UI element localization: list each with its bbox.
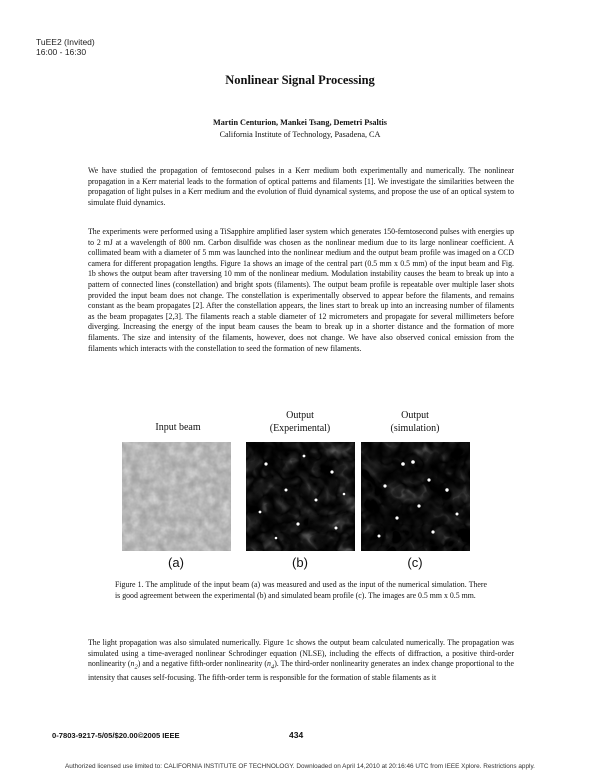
paragraph-1: We have studied the propagation of femtosecond pulses in a Kerr medium both experimentally and numerically. The nonlinear propagation in a Kerr material leads to the formation of optical patterns and filaments [1]. We investigate the similarities between the propagation of light pulses in a Kerr medium and the evolution of fluid dynamical systems, and propose the use of an optical system to simulate fluid dynamics. <box>88 166 514 207</box>
figure-label-c <box>360 410 470 435</box>
panel-letter-a: (a) <box>168 555 184 570</box>
figure-image-output-simulation <box>361 442 470 551</box>
panel-letter-c: (c) <box>407 555 423 570</box>
paragraph-3 <box>88 638 514 684</box>
paragraph-3-part-a: The light propagation was also simulated numerically. Figure 1c shows the output beam calculated numerically. The propagation was simulated using a time-averaged nonlinear Schrodinger equation (NLSE), including the effects of diffraction, a positive third-order nonlinearity ( <box>88 638 514 669</box>
paragraph-2: The experiments were performed using a TiSapphire amplified laser system which generates 150-femtosecond pulses with energies up to 2 mJ at a wavelength of 800 nm. Carbon disulfide was chosen as the nonlinear medium due to its large nonlinear coefficient. A collimated beam with a diameter of 5 mm was launched into the nonlinear medium and the output beam profile was imaged on a CCD camera for different propagation lengths. Figure 1a shows an image of the central part (0.5 mm x 0.5 mm) of the input beam and Fig. 1b shows the output beam after traversing 10 mm of the nonlinear medium. Modulation instability causes the beam to break up into a pattern of connected lines (constellation) and bright spots (filaments). The output beam profile is repeatable over multiple laser shots provided the input beam does not change. The constellation is experimentally observed to appear before the filaments, and remains constant as the beam propagates [2]. After the constellation appears, the lines start to break up into an increasing number of filaments as the beam propagates [2,3]. The filaments reach a stable diameter of 12 micrometers and propagate for several millimeters before diverging. Increasing the energy of the input beam causes the beam to break up in a shorter distance and the formation of more filaments. The size and intensity of the filaments, however, does not change. We have also observed conical emission from the filaments which interacts with the constellation to seed the formation of new filaments. <box>88 227 514 353</box>
figure-label-a: Input beam <box>155 422 201 433</box>
figure-label-b-line2: (Experimental) <box>269 422 331 434</box>
session-time: 16:00 - 16:30 <box>36 47 87 57</box>
paper-authors: Martin Centurion, Mankei Tsang, Demetri Psaltis <box>213 118 387 127</box>
figure-label-b <box>245 410 355 435</box>
paper-affiliation: California Institute of Technology, Pasadena, CA <box>219 130 381 139</box>
paragraph-3-part-c: ). The third-order nonlinearity generates an index change proportional to the intensity that causes self-focusing. The fifth-order term is responsible for the formation of stable filaments as it <box>88 659 514 683</box>
license-notice: Authorized licensed use limited to: CALIFORNIA INSTITUTE OF TECHNOLOGY. Downloaded on April 14,2010 at 20:16:46 UTC from IEEE Xplore. Restrictions apply. <box>65 763 535 770</box>
figure-caption: Figure 1. The amplitude of the input beam (a) was measured and used as the input of the numerical simulation. There is good agreement between the experimental (b) and simulated beam profile (c). The images are 0.5 mm x 0.5 mm. <box>115 580 487 600</box>
footer-isbn: 0-7803-9217-5/05/$20.00©2005 IEEE <box>52 731 180 740</box>
panel-letter-b: (b) <box>292 555 308 570</box>
figure-label-c-line2: (simulation) <box>390 422 440 434</box>
paper-title: Nonlinear Signal Processing <box>225 73 375 87</box>
figure-image-input-beam <box>122 442 231 551</box>
symbol-n4: $n_4$ <box>267 659 275 671</box>
page-number: 434 <box>289 730 304 740</box>
figure-image-output-experimental <box>246 442 355 551</box>
figure-label-c-line1: Output <box>401 410 429 421</box>
session-info <box>36 37 95 57</box>
paragraph-3-part-b: ) and a negative fifth-order nonlinearity ( <box>137 659 267 669</box>
symbol-n2: $n_2$ <box>130 659 138 671</box>
session-code: TuEE2 (Invited) <box>36 37 95 47</box>
figure-label-b-line1: Output <box>286 410 314 421</box>
